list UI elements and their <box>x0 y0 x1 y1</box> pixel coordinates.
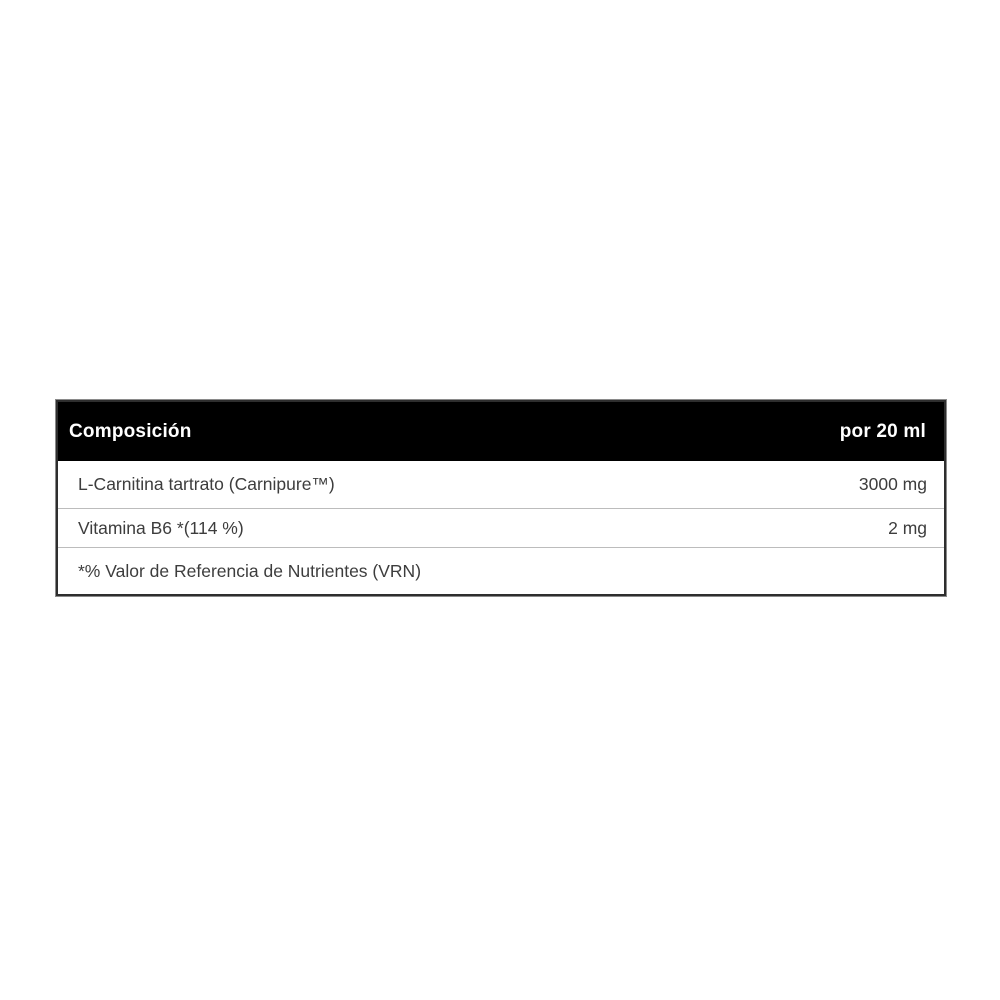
table-header <box>58 402 944 461</box>
nutrient-value: 2 mg <box>888 517 927 538</box>
table-title: Composición <box>69 420 192 442</box>
table-footnote-row <box>58 548 944 594</box>
composition-table <box>56 400 946 596</box>
nutrient-name: Vitamina B6 *(114 %) <box>78 517 244 538</box>
table-row <box>58 461 944 509</box>
amount-column-header: por 20 ml <box>839 420 926 442</box>
table-row <box>58 509 944 548</box>
nutrient-name: L-Carnitina tartrato (Carnipure™) <box>78 474 335 494</box>
nutrient-value: 3000 mg <box>858 474 927 494</box>
footnote-text: *% Valor de Referencia de Nutrientes (VRN) <box>78 560 422 581</box>
table-body <box>58 461 944 594</box>
